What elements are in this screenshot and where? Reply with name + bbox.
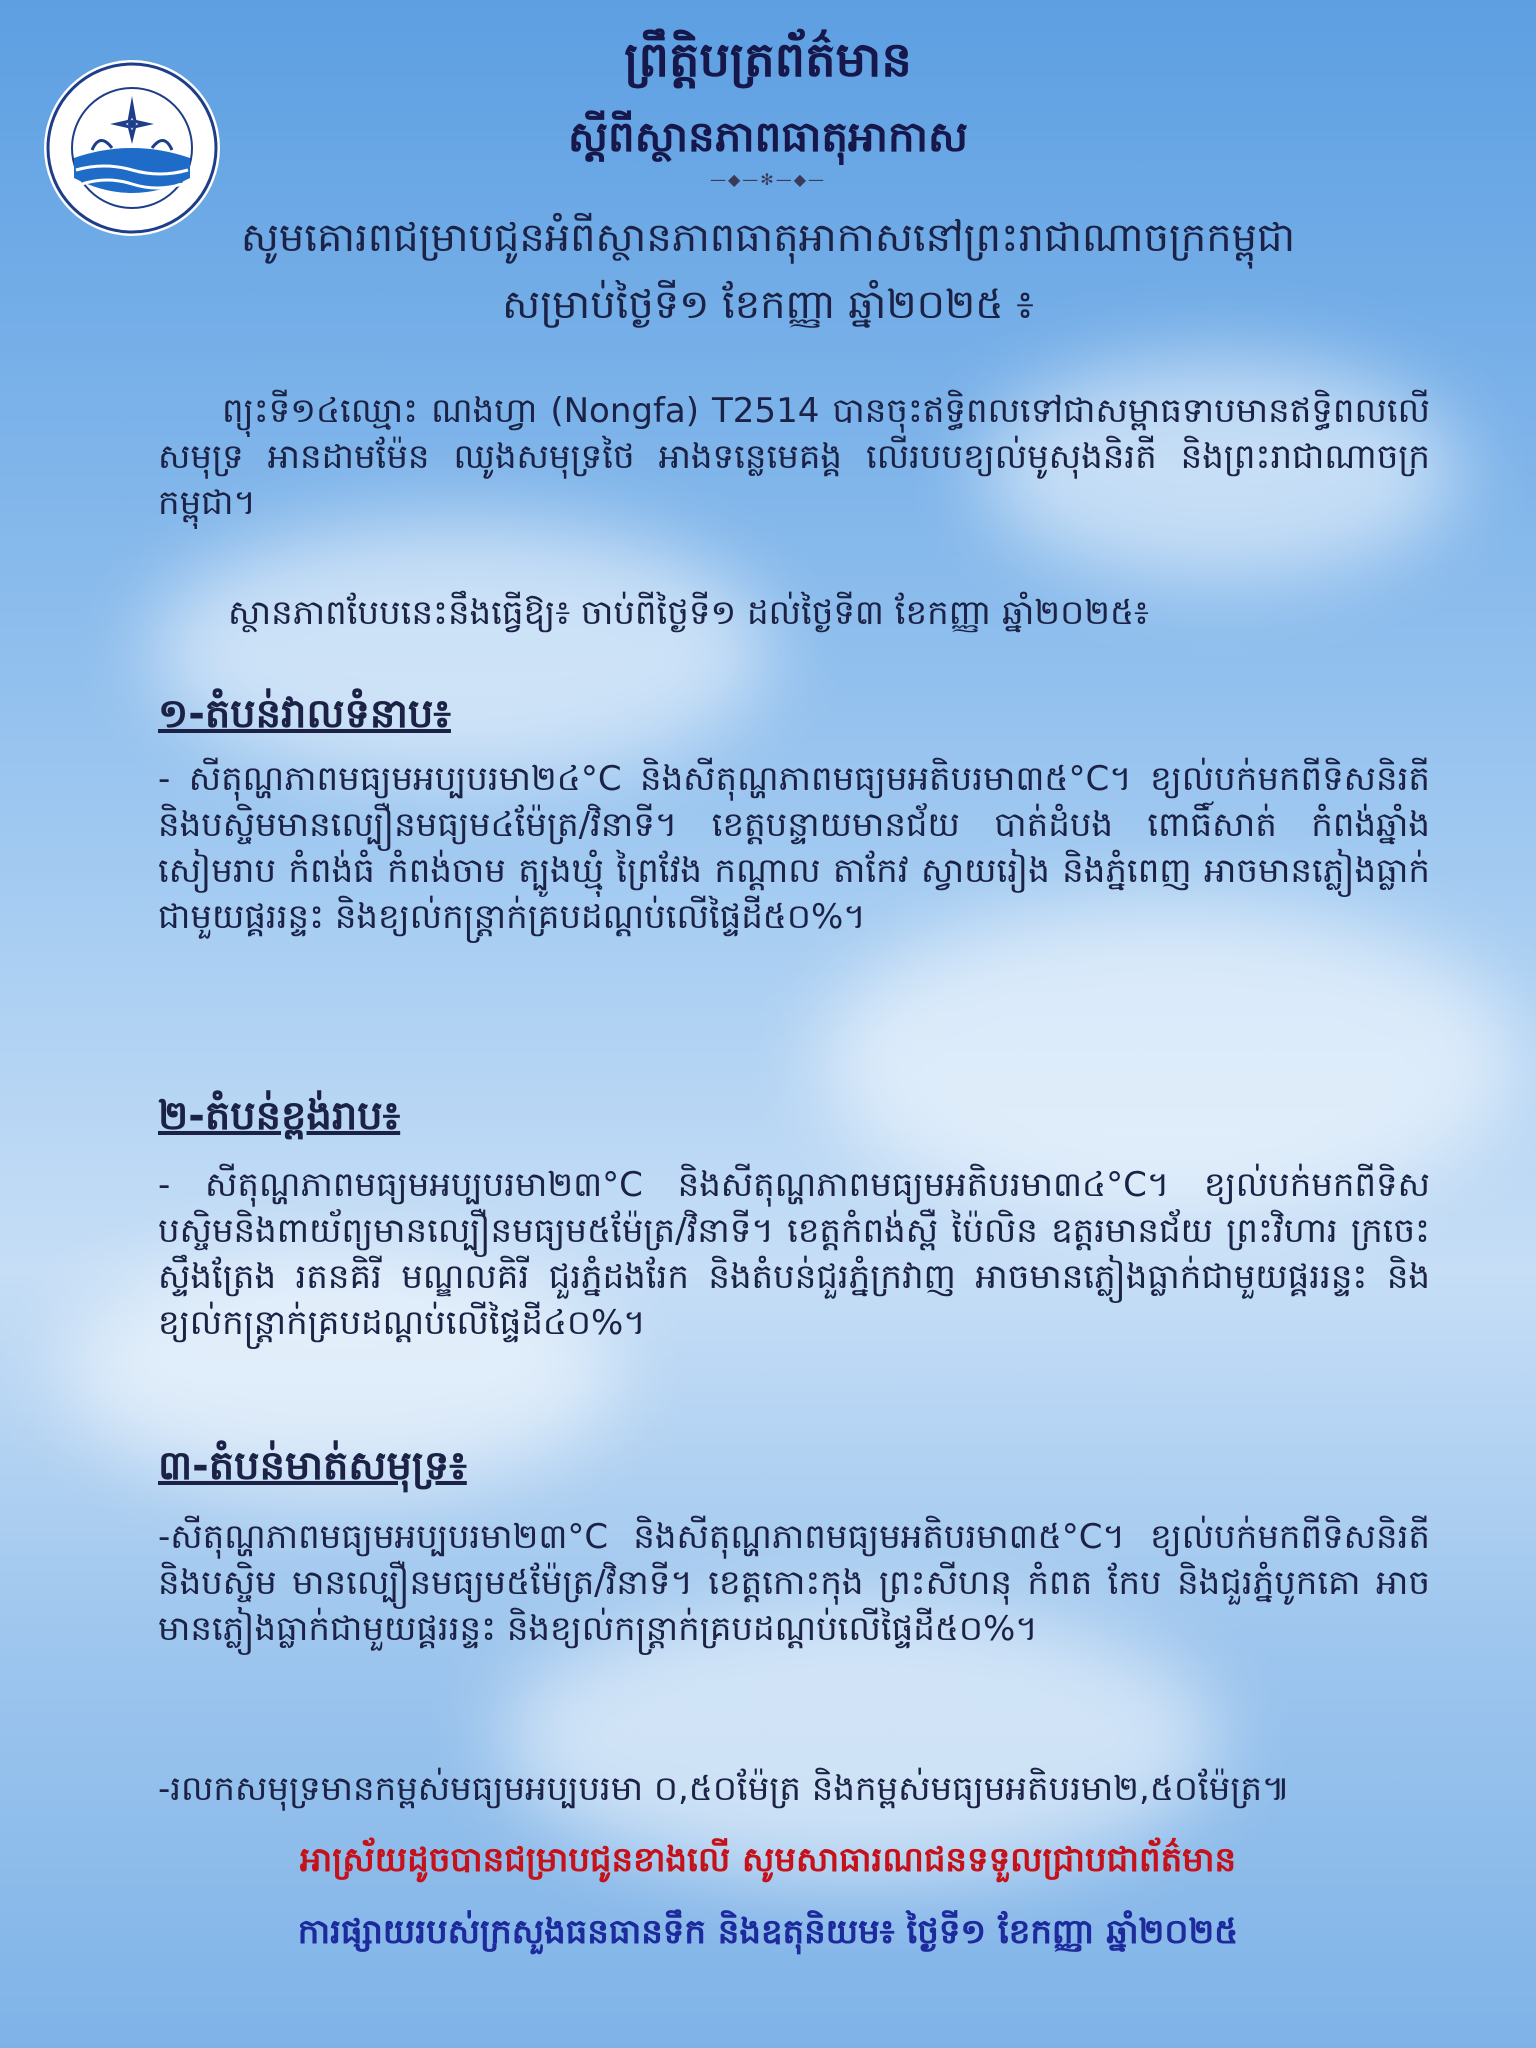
section-heading-lowland: ១-តំបន់វាលទំនាប៖ bbox=[158, 691, 451, 737]
bulletin-subtitle: ស្តីពីស្ថានភាពធាតុអាកាស bbox=[568, 112, 968, 161]
storm-paragraph: ព្យុះទី១៤ឈ្មោះ ណងហ្វា (Nongfa) T2514 បានចុះឥទ្ធិពលទៅជាសម្ពាធទាបមានឥទ្ធិពលលើសមុទ្រ អានដាមម៉ែន ឈូងសមុទ្រថៃ អាងទន្លេមេគង្គ លើរបបខ្យល់មូសុងនិរតី និងព្រះរាជាណាចក្រកម្ពុជា។ bbox=[158, 391, 1430, 523]
intro-line-1: សូមគោរពជម្រាបជូនអំពីស្ថានភាពធាតុអាកាសនៅព្រះរាជាណាចក្រកម្ពុជា bbox=[240, 215, 1296, 261]
section-text-waves: -រលកសមុទ្រមានកម្ពស់មធ្យមអប្បបរមា ០,៥០ម៉ែត្រ និងកម្ពស់មធ្យមអតិបរមា២,៥០ម៉ែត្រ៕ bbox=[158, 1769, 1291, 1809]
divider-ornament: —◆—✻—◆— bbox=[709, 170, 826, 189]
section-text-lowland: - សីតុណ្ហភាពមធ្យមអប្បបរមា២៤°C និងសីតុណ្ហភាពមធ្យមអតិបរមា៣៥°C។ ខ្យល់បក់មកពីទិសនិរតីនិងបស្ចិមមានល្បឿនមធ្យម៤ម៉ែត្រ/វិនាទី។ ខេត្តបន្ទាយមានជ័យ បាត់ដំបង ពោធិ៍សាត់ កំពង់ឆ្នាំង សៀមរាប កំពង់ធំ កំពង់ចាម ត្បូងឃ្មុំ ព្រៃវែង កណ្ដាល តាកែវ ស្វាយរៀង និងភ្នំពេញ អាចមានភ្លៀងធ្លាក់ជាមួយផ្គររន្ទះ និងខ្យល់កន្ត្រាក់គ្របដណ្តប់លើផ្ទៃដី៥០%។ bbox=[158, 759, 1430, 937]
section-heading-plateau: ២-តំបន់ខ្ពង់រាប៖ bbox=[158, 1093, 401, 1139]
bulletin-title: ព្រឹត្តិបត្រព័ត៌មាន bbox=[624, 32, 912, 88]
footer-source: ការផ្សាយរបស់ក្រសួងធនធានទឹក និងឧតុនិយម៖ ថ្ងៃទី១ ខែកញ្ញា ឆ្នាំ២០២៥ bbox=[297, 1912, 1239, 1952]
section-heading-coastal: ៣-តំបន់មាត់សមុទ្រ៖ bbox=[158, 1443, 467, 1489]
footer-notice: អាស្រ័យដូចបានជម្រាបជូនខាងលើ សូមសាធារណជនទទួលជ្រាបជាព័ត៌មាន bbox=[299, 1840, 1237, 1880]
section-text-plateau: - សីតុណ្ហភាពមធ្យមអប្បបរមា២៣°C និងសីតុណ្ហភាពមធ្យមអតិបរមា៣៤°C។ ខ្យល់បក់មកពីទិសបស្ចិមនិងពាយ័ព្យមានល្បឿនមធ្យម៥ម៉ែត្រ/វិនាទី។ ខេត្តកំពង់ស្ពឺ ប៉ៃលិន ឧត្តរមានជ័យ ព្រះវិហារ ក្រចេះ ស្ទឹងត្រែង រតនគិរី មណ្ឌលគិរី ជួរភ្នំដងរែក និងតំបន់ជួរភ្នំក្រវាញ អាចមានភ្លៀងធ្លាក់ជាមួយផ្គររន្ទះ និងខ្យល់កន្ត្រាក់គ្របដណ្តប់លើផ្ទៃដី៤០%។ bbox=[158, 1165, 1430, 1343]
intro-line-2: សម្រាប់ថ្ងៃទី១ ខែកញ្ញា ឆ្នាំ២០២៥ ៖ bbox=[502, 282, 1034, 328]
section-text-coastal: -សីតុណ្ហភាពមធ្យមអប្បបរមា២៣°C និងសីតុណ្ហភាពមធ្យមអតិបរមា៣៥°C។ ខ្យល់បក់មកពីទិសនិរតីនិងបស្ចិម មានល្បឿនមធ្យម៥ម៉ែត្រ/វិនាទី។ ខេត្តកោះកុង ព្រះសីហនុ កំពត កែប និងជួរភ្នំបូកគោ អាចមានភ្លៀងធ្លាក់ជាមួយផ្គររន្ទះ និងខ្យល់កន្ត្រាក់គ្របដណ្តប់លើផ្ទៃដី៥០%។ bbox=[158, 1517, 1430, 1649]
forecast-period-paragraph: ស្ថានភាពបែបនេះនឹងធ្វើឱ្យ៖ ចាប់ពីថ្ងៃទី១ ដល់ថ្ងៃទី៣ ខែកញ្ញា ឆ្នាំ២០២៥៖ bbox=[228, 593, 1149, 633]
